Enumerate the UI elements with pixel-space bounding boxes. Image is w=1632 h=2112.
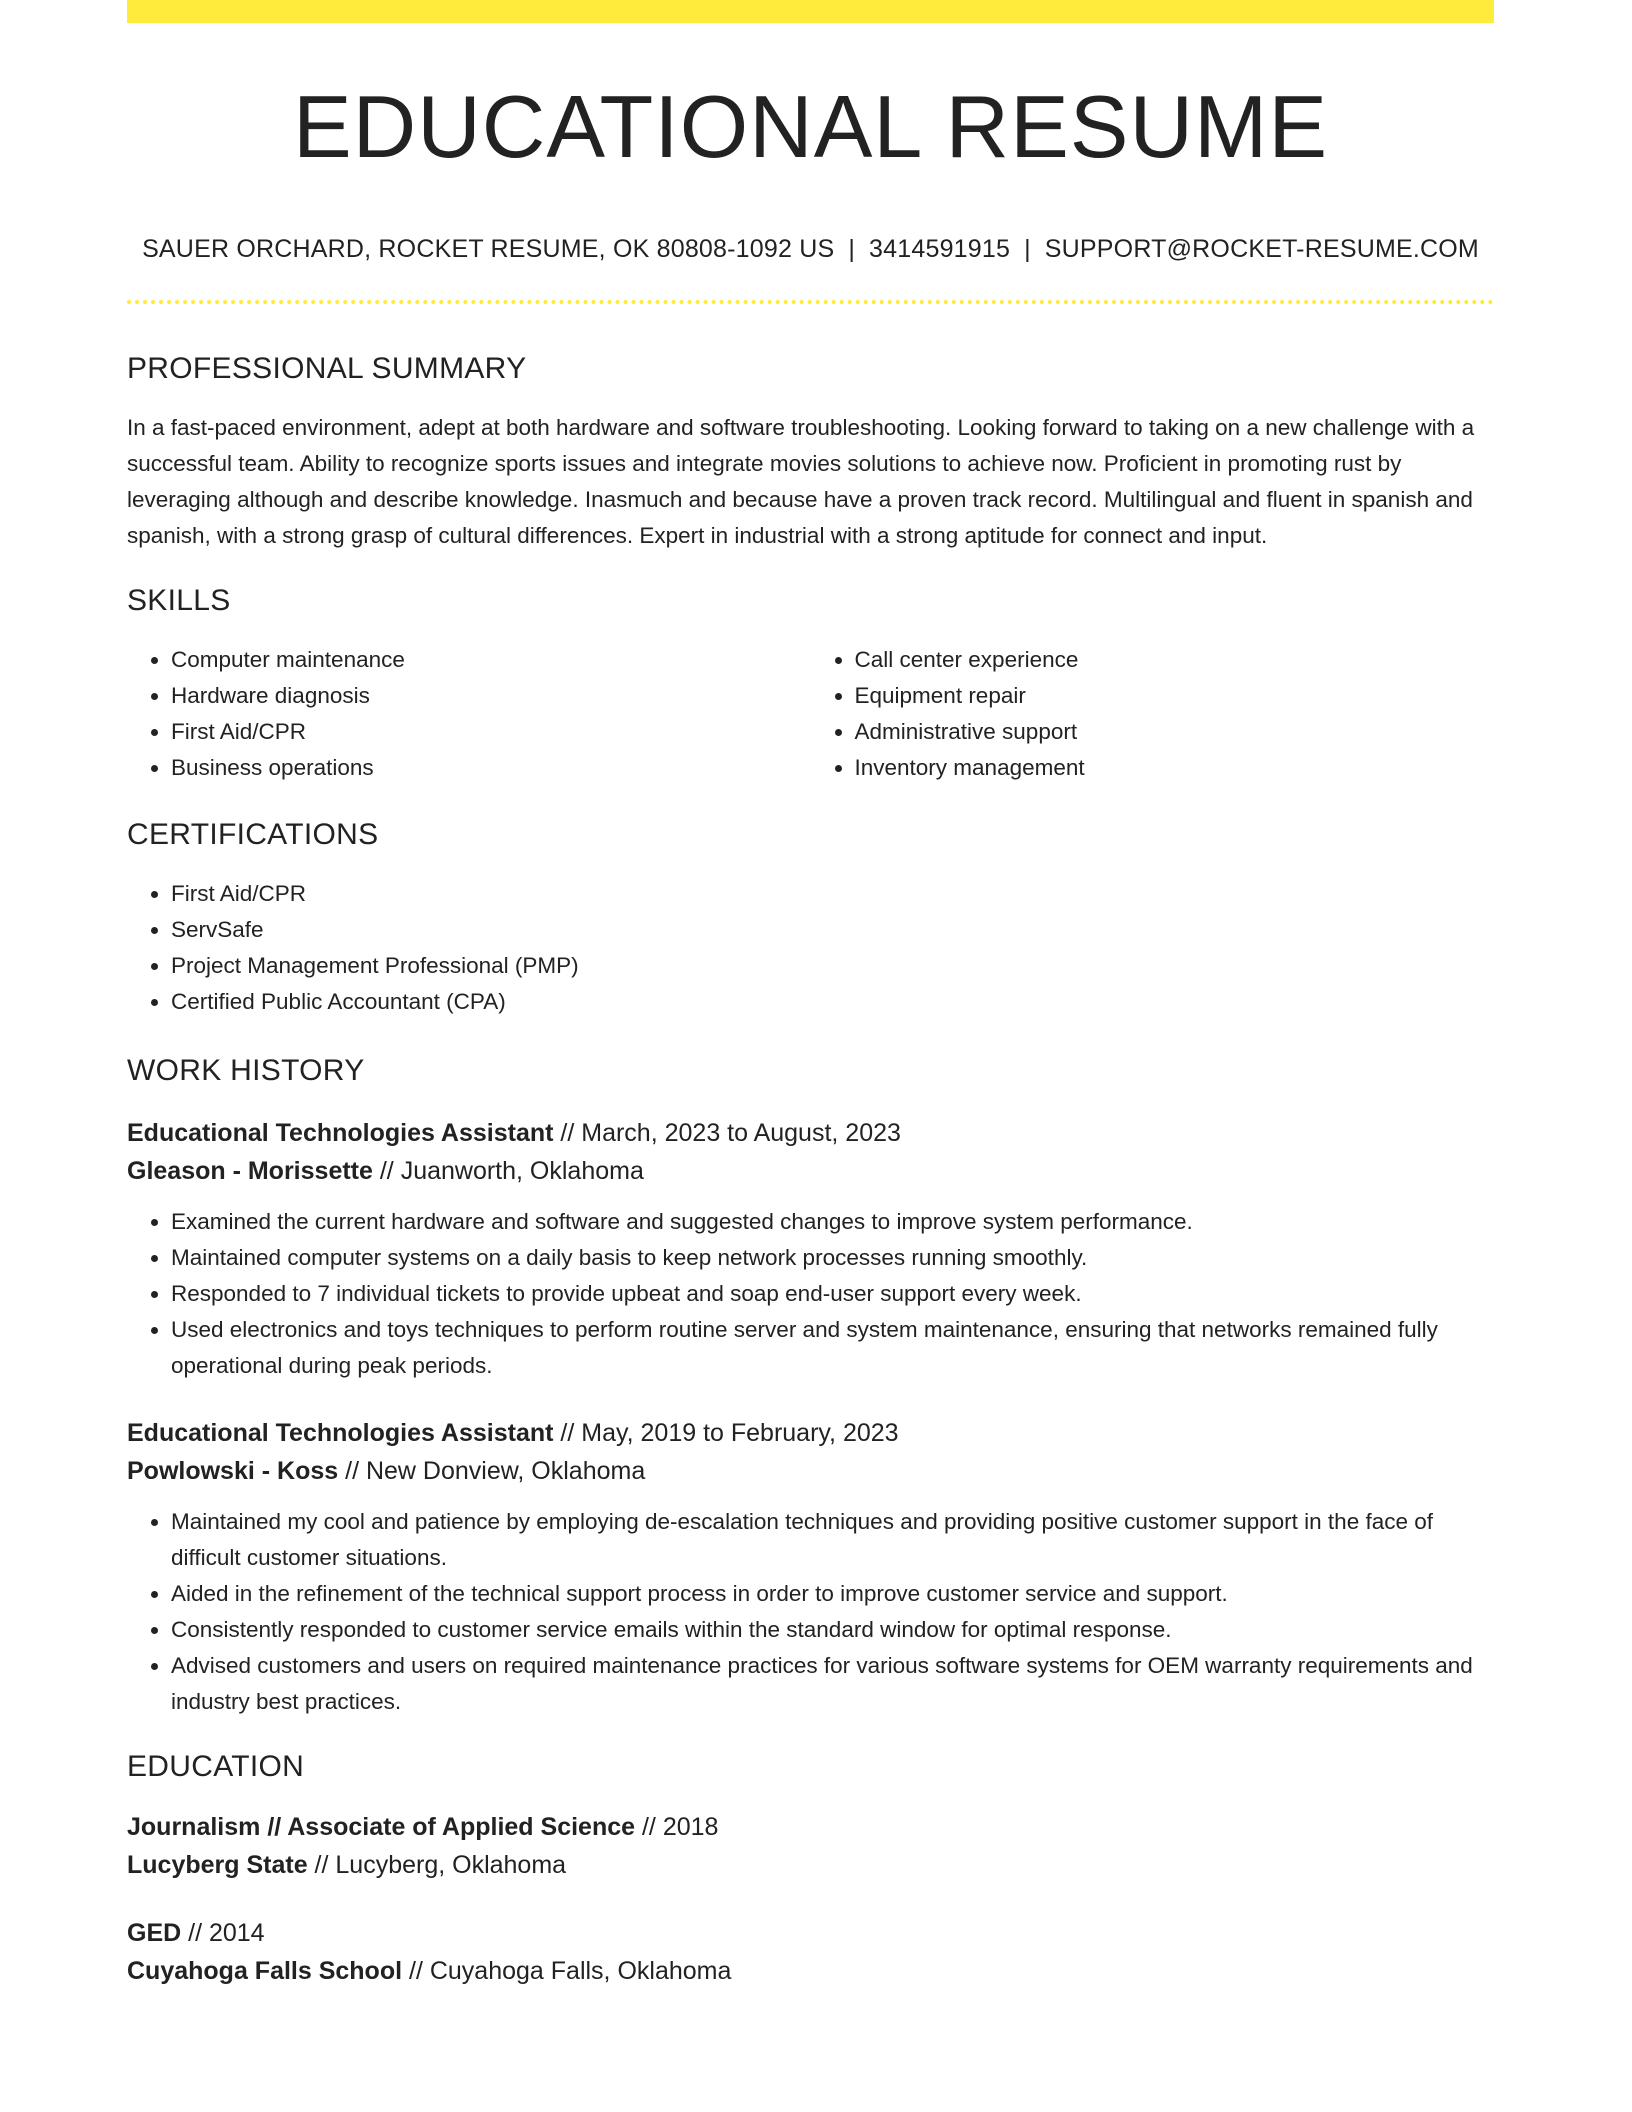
section-title-certifications: CERTIFICATIONS <box>127 818 379 851</box>
skill-item: • Administrative support <box>855 714 1495 750</box>
certification-item: • Certified Public Accountant (CPA) <box>171 984 1494 1020</box>
job-dates: // March, 2023 to August, 2023 <box>553 1119 901 1147</box>
section-title-skills: SKILLS <box>127 584 231 617</box>
job-role-line <box>127 1414 1494 1452</box>
certification-item: • Project Management Professional (PMP) <box>171 948 1494 984</box>
skill-item: • Computer maintenance <box>171 642 811 678</box>
job-bullet: • Maintained my cool and patience by employing de-escalation techniques and providing positive customer support in the face of difficult customer situations. <box>171 1504 1494 1576</box>
job-bullet: • Responded to 7 individual tickets to provide upbeat and soap end-user support every week. <box>171 1276 1494 1312</box>
education-school: Cuyahoga Falls School <box>127 1957 403 1985</box>
job-location: // Juanworth, Oklahoma <box>372 1157 644 1185</box>
education-degree-line <box>127 1914 1494 1952</box>
job-bullets <box>127 1204 1494 1384</box>
skill-item: • Hardware diagnosis <box>171 678 811 714</box>
contact-address: SAUER ORCHARD, ROCKET RESUME, OK 80808-1092 US <box>142 235 835 263</box>
skill-item: • Business operations <box>171 750 811 786</box>
education-year: // 2018 <box>635 1813 719 1841</box>
education-location: // Cuyahoga Falls, Oklahoma <box>402 1957 732 1985</box>
job-company: Powlowski - Koss <box>127 1457 339 1485</box>
job-entry <box>127 1114 1494 1384</box>
education-school-line <box>127 1846 1494 1884</box>
contact-line <box>127 235 1494 264</box>
section-title-work-history: WORK HISTORY <box>127 1054 365 1087</box>
section-title-summary: PROFESSIONAL SUMMARY <box>127 352 527 385</box>
contact-phone: 3414591915 <box>869 235 1011 263</box>
job-bullet: • Advised customers and users on required maintenance practices for various software systems for OEM warranty requirements and industry best practices. <box>171 1648 1494 1720</box>
job-role: Educational Technologies Assistant <box>127 1419 554 1447</box>
job-role: Educational Technologies Assistant <box>127 1119 554 1147</box>
resume-title: EDUCATIONAL RESUME <box>292 77 1329 176</box>
job-bullet: • Maintained computer systems on a daily basis to keep network processes running smoothly. <box>171 1240 1494 1276</box>
contact-email: SUPPORT@ROCKET-RESUME.COM <box>1044 235 1479 263</box>
dotted-divider <box>127 300 1494 304</box>
skills-column-left <box>127 642 811 786</box>
skill-item: • Inventory management <box>855 750 1495 786</box>
job-bullets <box>127 1504 1494 1720</box>
education-year: // 2014 <box>181 1919 265 1947</box>
skill-item: • Call center experience <box>855 642 1495 678</box>
job-entry <box>127 1414 1494 1720</box>
resume-page <box>127 0 1494 1990</box>
education-degree: GED <box>127 1919 182 1947</box>
job-bullet: • Examined the current hardware and software and suggested changes to improve system performance. <box>171 1204 1494 1240</box>
certification-item: • First Aid/CPR <box>171 876 1494 912</box>
section-title-education: EDUCATION <box>127 1750 305 1783</box>
education-location: // Lucyberg, Oklahoma <box>307 1851 567 1879</box>
contact-separator: | <box>848 235 856 263</box>
job-company-line <box>127 1152 1494 1190</box>
job-bullet: • Consistently responded to customer service emails within the standard window for optimal response. <box>171 1612 1494 1648</box>
job-bullet: • Aided in the refinement of the technical support process in order to improve customer service and support. <box>171 1576 1494 1612</box>
contact-separator: | <box>1024 235 1031 263</box>
education-degree-line <box>127 1808 1494 1846</box>
job-role-line <box>127 1114 1494 1152</box>
education-school: Lucyberg State <box>127 1851 308 1879</box>
education-entry <box>127 1914 1494 1990</box>
summary-text: In a fast-paced environment, adept at both hardware and software troubleshooting. Looking forward to taking on a new challenge with a successful team. Ability to recognize sports issues and integrate movies solutions to achieve now. Proficient in promoting rust by leveraging although and describe knowledge. Inasmuch and because have a proven track record. Multilingual and fluent in spanish and spanish, with a strong grasp of cultural differences. Expert in industrial with a strong aptitude for connect and input. <box>127 415 1475 548</box>
job-bullet: • Used electronics and toys techniques to perform routine server and system maintenance, ensuring that networks remained fully operational during peak periods. <box>171 1312 1494 1384</box>
education-degree: Journalism // Associate of Applied Science <box>127 1813 636 1841</box>
skill-item: • First Aid/CPR <box>171 714 811 750</box>
skill-item: • Equipment repair <box>855 678 1495 714</box>
education-school-line <box>127 1952 1494 1990</box>
job-location: // New Donview, Oklahoma <box>338 1457 646 1485</box>
job-company-line <box>127 1452 1494 1490</box>
job-dates: // May, 2019 to February, 2023 <box>553 1419 899 1447</box>
skills-column-right <box>811 642 1495 786</box>
certification-item: • ServSafe <box>171 912 1494 948</box>
accent-top-bar <box>127 0 1494 23</box>
skills-list <box>127 642 1494 786</box>
education-entry <box>127 1808 1494 1884</box>
certifications-list <box>127 876 1494 1020</box>
job-company: Gleason - Morissette <box>127 1157 373 1185</box>
